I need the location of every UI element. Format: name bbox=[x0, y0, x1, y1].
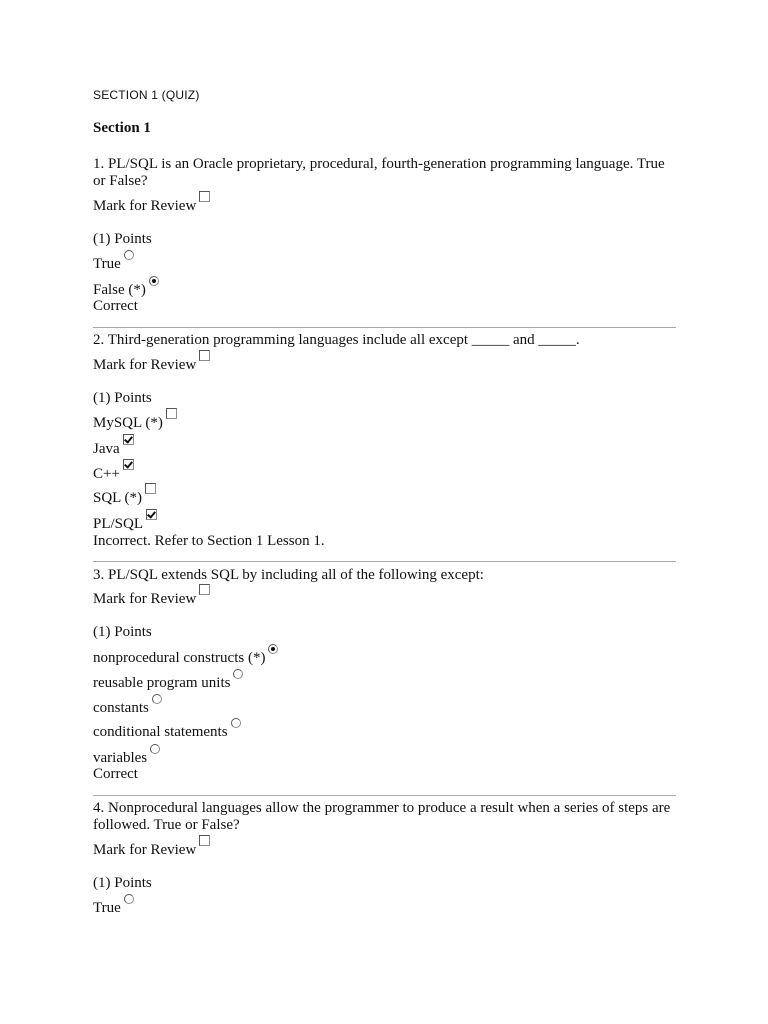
option-label: C++ bbox=[93, 466, 120, 482]
question-2-option-3[interactable] bbox=[93, 466, 134, 483]
option-checkbox[interactable] bbox=[123, 434, 134, 445]
question-4-review bbox=[93, 842, 210, 859]
question-4-points: (1) Points bbox=[93, 875, 152, 891]
option-label: conditional statements bbox=[93, 724, 228, 740]
option-radio[interactable] bbox=[231, 718, 241, 728]
option-checkbox[interactable] bbox=[123, 459, 134, 470]
option-radio[interactable] bbox=[152, 694, 162, 704]
question-4-option-1[interactable] bbox=[93, 900, 134, 917]
option-label: nonprocedural constructs (*) bbox=[93, 650, 266, 666]
option-label: False (*) bbox=[93, 282, 146, 298]
mark-for-review-checkbox[interactable] bbox=[199, 835, 210, 846]
question-2-text: 2. Third-generation programming languages include all except _____ and _____. bbox=[93, 332, 580, 348]
question-1-option-2[interactable] bbox=[93, 282, 159, 299]
option-checkbox[interactable] bbox=[146, 509, 157, 520]
question-2-option-2[interactable] bbox=[93, 441, 134, 458]
option-label: True bbox=[93, 256, 121, 272]
question-1-text: 1. PL/SQL is an Oracle proprietary, procedural, fourth-generation programming language. True or False? bbox=[93, 156, 665, 189]
question-3-text: 3. PL/SQL extends SQL by including all of the following except: bbox=[93, 567, 484, 583]
option-label: PL/SQL bbox=[93, 516, 144, 532]
mark-for-review-checkbox[interactable] bbox=[199, 191, 210, 202]
option-label: constants bbox=[93, 700, 149, 716]
mark-for-review-label: Mark for Review bbox=[93, 842, 197, 858]
document-title: SECTION 1 (QUIZ) bbox=[93, 88, 200, 102]
question-2-result: Incorrect. Refer to Section 1 Lesson 1. bbox=[93, 533, 325, 549]
question-1-option-1[interactable] bbox=[93, 256, 134, 273]
question-1-points: (1) Points bbox=[93, 231, 152, 247]
question-1-review bbox=[93, 198, 210, 215]
question-2-option-1[interactable] bbox=[93, 415, 177, 432]
question-4-text: 4. Nonprocedural languages allow the programmer to produce a result when a series of steps are followed. True or False? bbox=[93, 800, 671, 833]
option-radio[interactable] bbox=[268, 644, 278, 654]
option-checkbox[interactable] bbox=[166, 408, 177, 419]
option-radio[interactable] bbox=[149, 276, 159, 286]
question-3-option-3[interactable] bbox=[93, 700, 162, 717]
option-radio[interactable] bbox=[233, 669, 243, 679]
option-radio[interactable] bbox=[150, 744, 160, 754]
mark-for-review-label: Mark for Review bbox=[93, 591, 197, 607]
option-label: reusable program units bbox=[93, 675, 231, 691]
question-1-result: Correct bbox=[93, 298, 138, 314]
question-3-option-2[interactable] bbox=[93, 675, 243, 692]
divider bbox=[93, 327, 676, 328]
option-label: variables bbox=[93, 750, 148, 766]
option-checkbox[interactable] bbox=[145, 483, 156, 494]
option-label: Java bbox=[93, 441, 120, 457]
question-3-option-1[interactable] bbox=[93, 650, 278, 667]
mark-for-review-label: Mark for Review bbox=[93, 198, 197, 214]
question-3-option-5[interactable] bbox=[93, 750, 160, 767]
mark-for-review-label: Mark for Review bbox=[93, 357, 197, 373]
divider bbox=[93, 795, 676, 796]
question-3-result: Correct bbox=[93, 766, 138, 782]
question-2-option-5[interactable] bbox=[93, 516, 157, 533]
option-label: True bbox=[93, 900, 121, 916]
section-heading: Section 1 bbox=[93, 120, 151, 136]
mark-for-review-checkbox[interactable] bbox=[199, 584, 210, 595]
option-label: MySQL (*) bbox=[93, 415, 163, 431]
question-2-review bbox=[93, 357, 210, 374]
option-radio[interactable] bbox=[124, 250, 134, 260]
question-3-points: (1) Points bbox=[93, 624, 152, 640]
question-3-option-4[interactable] bbox=[93, 724, 241, 741]
question-3-review bbox=[93, 591, 210, 608]
question-2-option-4[interactable] bbox=[93, 490, 156, 507]
divider bbox=[93, 561, 676, 562]
question-2-points: (1) Points bbox=[93, 390, 152, 406]
option-label: SQL (*) bbox=[93, 490, 143, 506]
mark-for-review-checkbox[interactable] bbox=[199, 350, 210, 361]
option-radio[interactable] bbox=[124, 894, 134, 904]
